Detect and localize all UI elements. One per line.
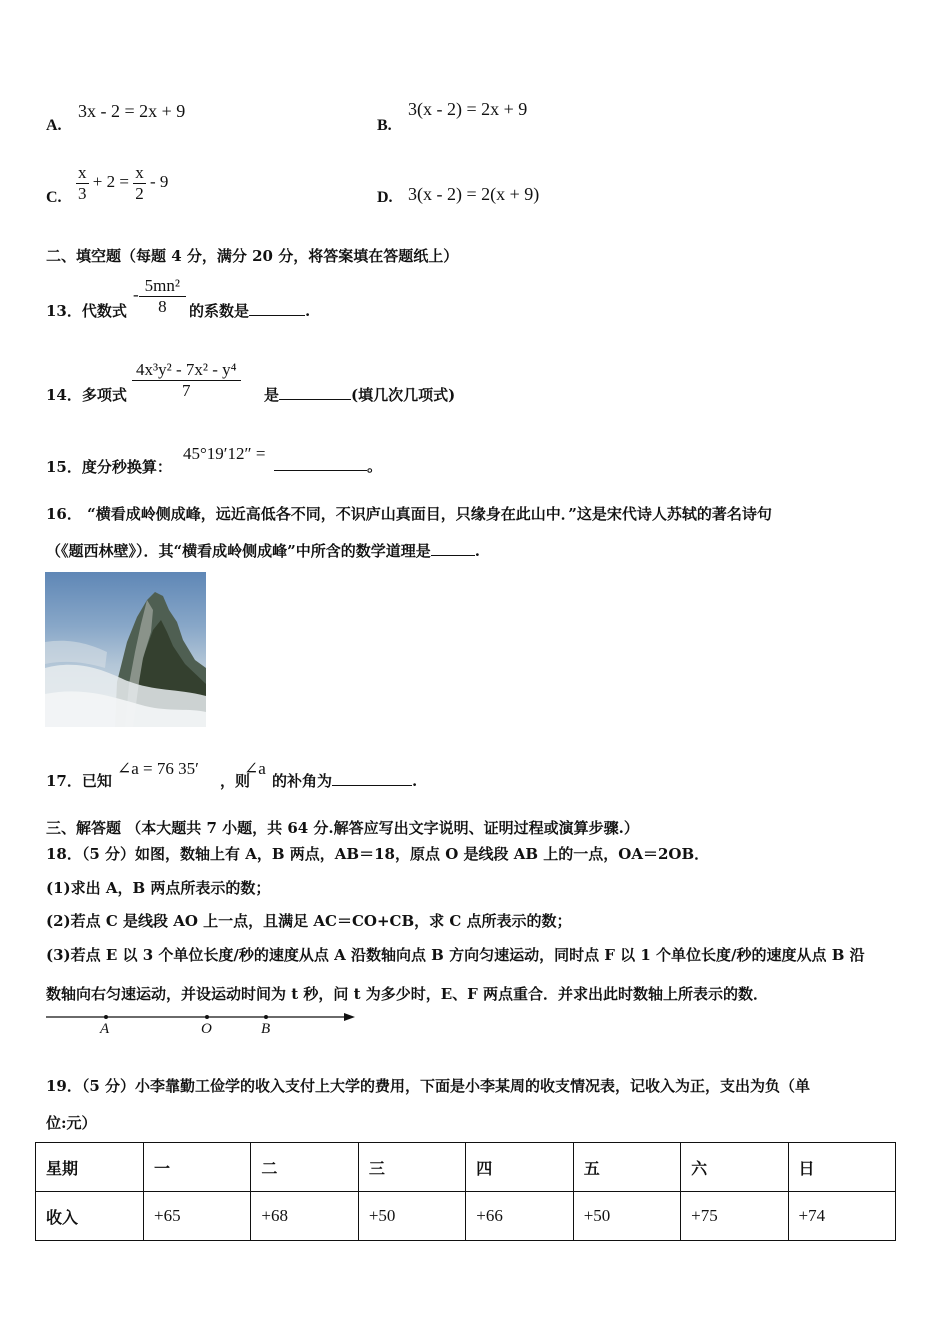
option-b-rhs: 2x + 9 — [481, 99, 528, 119]
q13-expression — [133, 276, 186, 316]
option-a-lhs: 3x - 2 — [78, 101, 120, 121]
table-row — [36, 1192, 896, 1241]
number-line-figure — [44, 1008, 359, 1040]
q16-answer-blank[interactable] — [431, 555, 475, 556]
q16-line1: 16． “横看成岭侧成峰，远近高低各不同，不识庐山真面目，只缘身在此山中．”这是宋代诗人苏轼的著名诗句 — [46, 505, 772, 523]
mountain-illustration — [45, 572, 206, 727]
point-a-label: A — [100, 1021, 110, 1037]
q17-mid: ，则 — [220, 772, 251, 790]
option-b-letter: B. — [377, 117, 392, 134]
q13-denominator: 8 — [158, 296, 167, 316]
option-c-frac1-den: 3 — [78, 183, 87, 203]
option-a-equation: 3x - 2 = 2x + 9 — [78, 101, 186, 121]
q18-part2: (2)若点 C 是线段 AO 上一点，且满足 AC＝CO+CB，求 C 点所表示的数； — [46, 912, 572, 930]
option-c-frac2-num: x — [135, 163, 144, 182]
q14-prefix: 14．多项式 — [46, 386, 127, 404]
option-a-rhs: 2x + 9 — [139, 101, 186, 121]
q13-numerator: 5mn² — [139, 276, 186, 297]
q13-suffix — [189, 300, 310, 321]
option-a-letter: A. — [46, 117, 62, 134]
table-header-cell: 六 — [681, 1143, 788, 1192]
q15-answer-blank[interactable] — [274, 470, 367, 471]
table-header-cell: 五 — [573, 1143, 680, 1192]
q14-expression — [132, 360, 241, 400]
mountain-photo — [45, 572, 206, 727]
section-2-heading: 二、填空题（每题 4 分，满分 20 分，将答案填在答题纸上） — [46, 247, 459, 265]
q17-end: . — [412, 772, 418, 790]
q17-expression: ∠a = 76 35′ — [117, 759, 199, 778]
table-cell: 收入 — [36, 1192, 144, 1241]
option-b-equation: 3(x - 2) = 2x + 9 — [408, 99, 528, 119]
q15-expression: 45°19′12″ = — [183, 444, 266, 463]
q14-end: (填几次几项式) — [351, 386, 456, 404]
table-header-cell: 星期 — [36, 1143, 144, 1192]
table-header-cell: 二 — [251, 1143, 358, 1192]
q14-denominator: 7 — [182, 380, 191, 400]
q16-end: . — [474, 542, 480, 560]
q15-answer — [274, 455, 382, 476]
q14-suffix-text: 是 — [264, 386, 280, 404]
q13-minus: - — [133, 284, 139, 304]
q16-line2 — [46, 540, 480, 561]
q17-suffix-text: 的补角为 — [272, 772, 333, 790]
section-3-heading: 三、解答题 （本大题共 7 小题，共 64 分.解答应写出文字说明、证明过程或演算步骤.） — [46, 819, 639, 837]
q19-line1: 19．（5 分）小李靠勤工俭学的收入支付上大学的费用，下面是小李某周的收支情况表，记收入为正，支出为负（单 — [46, 1077, 811, 1095]
table-cell: +75 — [681, 1192, 788, 1241]
q18-part3-line1: (3)若点 E 以 3 个单位长度/秒的速度从点 A 沿数轴向点 B 方向匀速运动，同时点 F 以 1 个单位长度/秒的速度从点 B 沿 — [46, 946, 865, 964]
option-c-plus2: + 2 = — [92, 171, 129, 191]
q14-suffix — [264, 384, 455, 405]
q18-stem: 18．（5 分）如图，数轴上有 A，B 两点，AB＝18，原点 O 是线段 AB 上的一点，OA＝2OB． — [46, 845, 710, 863]
table-cell: +65 — [144, 1192, 251, 1241]
income-table — [35, 1142, 896, 1241]
q14-answer-blank[interactable] — [279, 399, 351, 400]
q16-line2-text: （《题西林壁》）．其“横看成岭侧成峰”中所含的数学道理是 — [46, 542, 431, 560]
option-c-frac2-den: 2 — [135, 183, 144, 203]
table-header-cell: 一 — [144, 1143, 251, 1192]
q17-answer-blank[interactable] — [332, 785, 412, 786]
q14-numerator: 4x³y² - 7x² - y⁴ — [132, 360, 241, 381]
option-c-equation — [76, 163, 168, 203]
table-cell: +74 — [788, 1192, 895, 1241]
point-o-label: O — [201, 1021, 212, 1037]
q15-end: 。 — [367, 457, 383, 475]
table-header-cell: 四 — [466, 1143, 573, 1192]
option-d-equation: 3(x - 2) = 2(x + 9) — [408, 184, 540, 204]
option-b-lhs: 3(x - 2) — [408, 99, 462, 119]
q17-suffix — [272, 770, 417, 791]
option-d-letter: D. — [377, 189, 393, 206]
q13-prefix: 13．代数式 — [46, 302, 127, 320]
q18-part3-line2: 数轴向右匀速运动，并设运动时间为 t 秒，问 t 为多少时，E、F 两点重合．并求出此时数轴上所表示的数． — [46, 985, 769, 1003]
option-b — [377, 116, 392, 135]
q13-suffix-text: 的系数是 — [189, 302, 250, 320]
q13-answer-blank[interactable] — [249, 315, 305, 316]
q17-angle: ∠a — [244, 759, 266, 778]
option-c-frac1-num: x — [78, 163, 87, 182]
option-d — [377, 188, 393, 207]
option-c-minus9: - 9 — [149, 171, 169, 191]
q19-line2: 位:元） — [46, 1114, 97, 1132]
table-header-row — [36, 1143, 896, 1192]
table-cell: +50 — [358, 1192, 465, 1241]
q18-part1: (1)求出 A，B 两点所表示的数； — [46, 879, 271, 897]
q15-prefix: 15．度分秒换算： — [46, 458, 172, 476]
table-header-cell: 日 — [788, 1143, 895, 1192]
q13-end: . — [305, 302, 311, 320]
table-cell: +66 — [466, 1192, 573, 1241]
table-cell: +68 — [251, 1192, 358, 1241]
q17-prefix: 17．已知 — [46, 772, 112, 790]
table-cell: +50 — [573, 1192, 680, 1241]
option-c — [46, 188, 62, 207]
table-header-cell: 三 — [358, 1143, 465, 1192]
option-c-letter: C. — [46, 189, 62, 206]
point-b-label: B — [261, 1021, 271, 1037]
option-a — [46, 116, 62, 135]
